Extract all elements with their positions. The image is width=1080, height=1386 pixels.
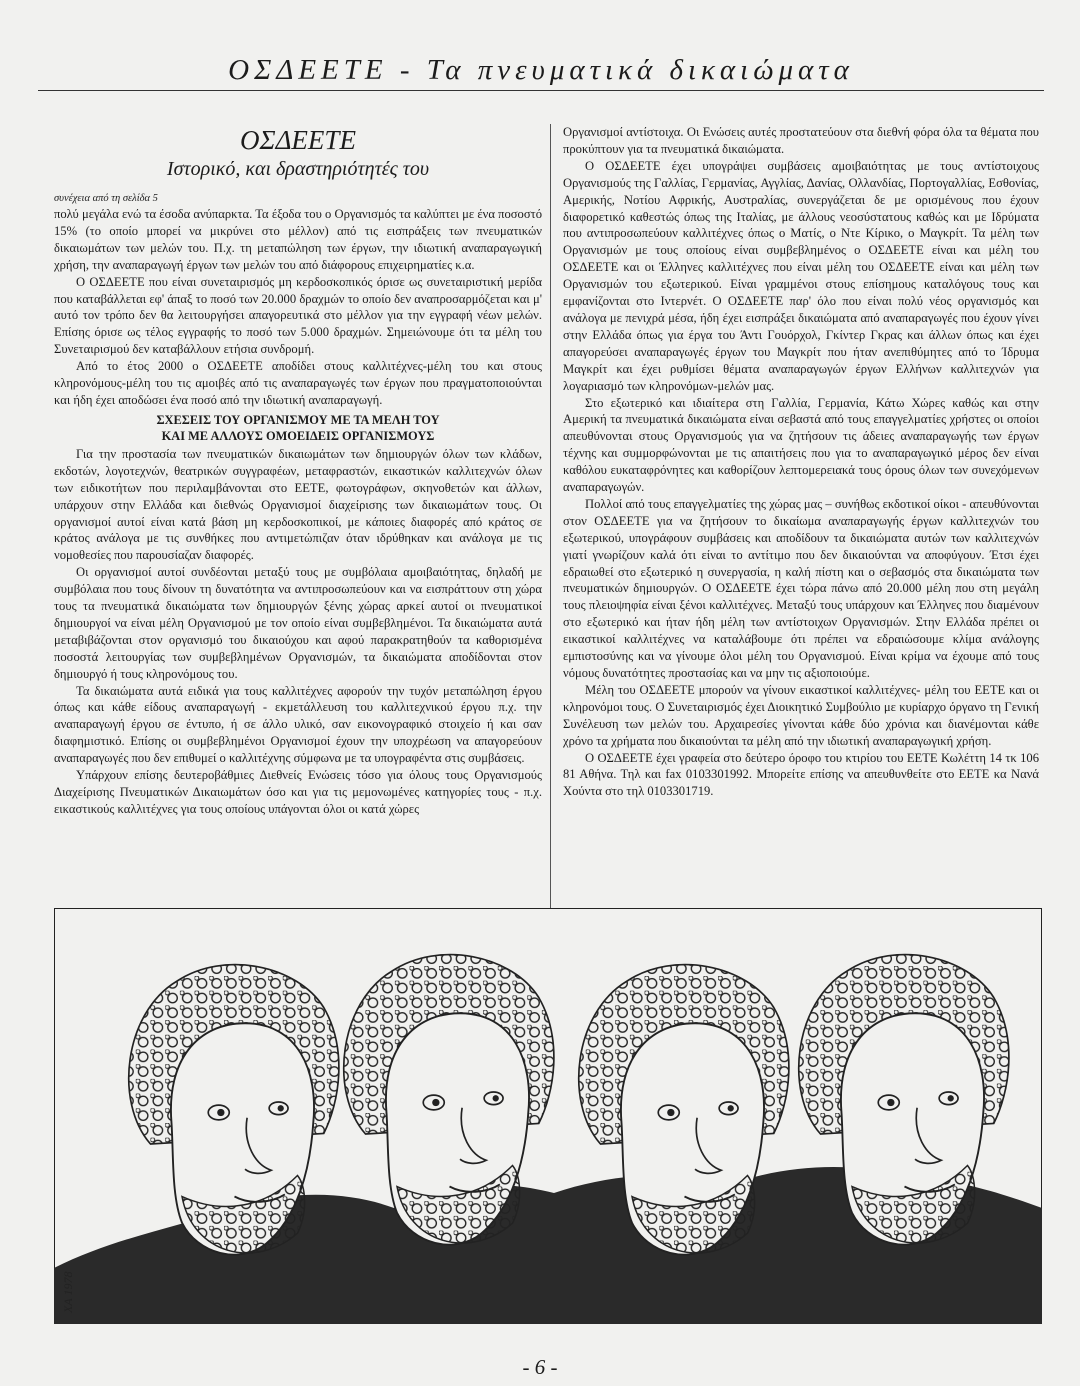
- paragraph: Οι οργανισμοί αυτοί συνδέονται μεταξύ τους με συμβόλαια αμοιβαιότητας, δηλαδή με συμβόλαια που τους δίνουν τη δυνατότητα να αντιπροσωπεύουν και να εισπράττουν στη χώρα τους τα πνευματικά δικαιώματα των δημιουργών ξένης χώρας αρκεί αυτοί οι πνευματικοί δημιουργοί να είναι μέλη Οργανισμού με τον οποίο είναι συμβεβλημένοι. Τα δικαιώματα αυτά μεταβιβάζονται στον οργανισμό του δικαιούχου και αφού παρακρατηθούν τα καθορισμένα ποσοστά λειτουργίας των συμβεβλημένων Οργανισμών, τα δικαιώματα αποδίδονται στον δημιουργό ή τους κληρονόμους του.: [54, 565, 542, 681]
- paragraph: Από το έτος 2000 ο ΟΣΔΕΕΤΕ αποδίδει στους καλλιτέχνες-μέλη του και στους κληρονόμους-μέλη του τις αμοιβές από τις αναπαραγωγές των έργων που πραγματοποιούνται και ήδη έχει αποδώσει ένα ποσό από την ιδιωτική αναπαραγωγή.: [54, 359, 542, 407]
- page-masthead: ΟΣΔΕΕΤΕ - Τα πνευματικά δικαιώματα: [228, 54, 854, 86]
- left-column: [54, 124, 542, 818]
- paragraph: Ο ΟΣΔΕΕΤΕ έχει γραφεία στο δεύτερο όροφο του κτιρίου του ΕΕΤΕ Κωλέττη 14 τκ 106 81 Αθήνα. Τηλ και fax 0103301992. Μπορείτε επίσης να απευθυνθείτε στο ΕΕΤΕ κα Νανά Χούντα στο τηλ 0103301719.: [563, 750, 1039, 799]
- section-heading-line: ΣΧΕΣΕΙΣ ΤΟΥ ΟΡΓΑΝΙΣΜΟΥ ΜΕ ΤΑ ΜΕΛΗ ΤΟΥ: [156, 412, 440, 427]
- paragraph: Ο ΟΣΔΕΕΤΕ που είναι συνεταιρισμός μη κερδοσκοπικός όρισε ως συνεταιριστική μερίδα που καταβάλλεται εφ' άπαξ το ποσό των 20.000 δραχμών το οποίο δεν αναπροσαρμόζεται και μ' αυτό τον τρόπο δεν θα λειτουργήσει απαγορευτικά στο μέλλον για την εγγραφή νέων μελών. Επίσης όρισε ως τέλος εγγραφής το ποσό των 5.000 δραχμών. Σημειώνουμε ότι τα μέλη του Συνεταιρισμού δεν καταβάλλουν ετήσια συνδρομή.: [54, 274, 542, 357]
- article-subtitle: Ιστορικό, και δραστηριότητές του: [166, 158, 430, 180]
- paragraph: Οργανισμοί αντίστοιχα. Οι Ενώσεις αυτές προστατεύουν στα διεθνή φόρα όλα τα θέματα που προκύπτουν για τα πνευματικά δικαιώματα.: [563, 125, 1039, 156]
- article-title: ΟΣΔΕΕΤΕ: [240, 125, 356, 155]
- section-heading: [54, 412, 542, 445]
- paragraph: Τα δικαιώματα αυτά ειδικά για τους καλλιτέχνες αφορούν την τυχόν μεταπώληση έργου όπως και κάθε είδους αναπαραγωγή - εκμετάλλευση του καλλιτεχνικού έργου π.χ. την αναπαραγωγή έργου σε έντυπο, ή σε άλλο υλικό, σαν εικονογραφικό στοιχείο ή και σαν διαφημιστικό. Επίσης οι συμβεβλημένοι Οργανισμοί έχουν την υποχρέωση να απαγορεύουν αναπαραγωγές που δεν επιθυμεί ο καλλιτέχνης σύμφωνα με τα υπογραφέντα στις συμβάσεις.: [54, 683, 542, 766]
- paragraph: Ο ΟΣΔΕΕΤΕ έχει υπογράψει συμβάσεις αμοιβαιότητας με τους αντίστοιχους Οργανισμούς της Γαλλίας, Γερμανίας, Αγγλίας, Δανίας, Ολλανδίας, Πορτογαλλίας, Εσθονίας, Αμερικής, Νοτίου Αφρικής, Αυστραλίας, συνεργάζεται δε με ορισμένους που έχουν διαφορετικό καθεστώς όπως της Ιταλίας, με άλλους νεοσύστατους καθώς και με Ιδρύματα που αντιπροσωπεύουν καλλιτέχνες όπως ο Ματίς, ο Ντε Κίρικο, ο Μαγκρίτ. Τα μέλη των Οργανισμών με τους οποίους είναι συμβεβλημένος ο ΟΣΔΕΕΤΕ είναι και μέλη του ΟΣΔΕΕΤΕ και οι Έλληνες καλλιτέχνες που είναι μέλη του ΟΣΔΕΕΤΕ είναι και μέλη των Οργανισμών του εξωτερικού. Είναι γραμμένοι στους επίσημους καταλόγους τους και εμφανίζονται στο Ιντερνέτ. Ο ΟΣΔΕΕΤΕ παρ' όλο που είναι πολύ νέος οργανισμός και ανάλογα με πενιχρά μέσα, ήδη έχει εισπράξει δικαιώματα από αναπαραγωγές που έχουν γίνει στην Ελλάδα όπως για έργα του Άντι Γουόρχολ, Γκίντερ Γκρας και άλλων όπως και έχει απαγορεύσει αναπαραγωγές έργων του Μαγκρίτ που ήταν ανεπιθύμητες από το Ίδρυμα Μαγκρίτ και έχει ρυθμίσει θέματα αναπαραγωγών έργων Ελλήνων καλλιτεχνών για λογαριασμό των κληρονόμων-μελών μας.: [563, 158, 1039, 393]
- continued-note: συνέχεια από τη σελίδα 5: [54, 193, 158, 204]
- caricature-illustration: [54, 908, 1042, 1324]
- right-column: [563, 124, 1039, 800]
- masthead-rule: [38, 90, 1044, 91]
- section-heading-line: ΚΑΙ ΜΕ ΑΛΛΟΥΣ ΟΜΟΕΙΔΕΙΣ ΟΡΓΑΝΙΣΜΟΥΣ: [161, 429, 435, 444]
- paragraph: Πολλοί από τους επαγγελματίες της χώρας μας – συνήθως εκδοτικοί οίκοι - απευθύνονται στον ΟΣΔΕΕΤΕ για να ζητήσουν το δικαίωμα αναπαραγωγής έργων καλλιτεχνών του εξωτερικού, υπογράφουν συμβάσεις και αποδίδουν τα δικαιώματα αυτών των καλλιτεχνών γιατί γνωρίζουν καλά ότι είναι το αντίτιμο που δεν δικαιούνται να αποφύγουν. Έτσι έχει εδραιωθεί στο εξωτερικό η συνεργασία, η καλή πίστη και ο σεβασμός στα δικαιώματα των πνευματικών δημιουργών. Ο ΟΣΔΕΕΤΕ έχει τώρα πάνω από 20.000 μέλη που στη μεγάλη τους πλειοψηφία είναι ξένοι καλλιτέχνες. Μεταξύ τους υπάρχουν και Έλληνες που διαμένουν στο εξωτερικό και ήταν ήδη μέλη των αντίστοιχων Οργανισμών. Στην Ελλάδα πρέπει οι εικαστικοί καλλιτέχνες να καταλάβουμε ότι πρέπει να εδραιώσουμε κλίμα ανάλογης εμπιστοσύνης και να γίνουμε όλοι μέλη του Οργανισμού. Είναι κρίμα να έχουμε από τους νόμους δυνατότητες προστασίας και να μην τις αξιοποιούμε.: [563, 496, 1039, 680]
- page-number: - 6 -: [522, 1355, 558, 1379]
- paragraph: Στο εξωτερικό και ιδιαίτερα στη Γαλλία, Γερμανία, Κάτω Χώρες καθώς και στην Αμερική τα πνευματικά δικαιώματα είναι σεβαστά από τους επαγγελματίες χρήστες οι οποίοι απευθύνονται στους Οργανισμούς για να ζητήσουν τις άδειες αναπαραγωγής των έργων τέχνης και συμμορφώνονται με τις απαιτήσεις που για το αναπαραγωγικό μέρος δεν είναι καθόλου ευκαταφρόνητες και καθορίζουν λεπτομερειακά τους όρους όλων των συνεχόμενων αναπαραγωγών.: [563, 395, 1039, 495]
- paragraph: Μέλη του ΟΣΔΕΕΤΕ μπορούν να γίνουν εικαστικοί καλλιτέχνες- μέλη του ΕΕΤΕ και οι κληρονόμοι τους. Ο Συνεταιρισμός έχει Διοικητικό Συμβούλιο με κυρίαρχο όργανο τη Γενική Συνέλευση των μελών του. Αρχαιρεσίες γίνονται κάθε δύο χρόνια και διανέμονται κάθε χρόνο τα χρήματα που δικαιούνται τα μέλη από την ιδιωτική αναπαραγωγική χρήση.: [563, 682, 1039, 748]
- paragraph: Για την προστασία των πνευματικών δικαιωμάτων των δημιουργών όλων των κλάδων, εκδοτών, λογοτεχνών, θεατρικών συγγραφέων, μεταφραστών, εικαστικών καλλιτεχνών όλων των ειδικοτήτων που περιλαμβάνονται στο ΕΕΤΕ, φωτογράφων, σκηνοθετών και άλλων, υπάρχουν στην Ελλάδα και διεθνώς Οργανισμοί διαχείρισης των δικαιωμάτων τους. Οι οργανισμοί αυτοί είναι κατά βάση μη κερδοσκοπικοί, με κάποιες διαφορές από κράτος σε κράτος ανάλογα με τις συνθήκες που αντιμετώπιζαν όταν ιδρύθηκαν και ανάλογα με τις νομοθεσίες που παρουσίαζαν διαφορές.: [54, 446, 542, 563]
- paragraph: πολύ μεγάλα ενώ τα έσοδα ανύπαρκτα. Τα έξοδα του ο Οργανισμός τα καλύπτει με ένα ποσοστό 15% (το οποίο μπορεί να μικρύνει στο μέλλον) από τις εισπράξεις των πνευματικών δικαιωμάτων των μελών του. Π.χ. τη μεταπώληση των έργων, την ιδιωτική αναπαραγωγική χρήση, την αναπαραγωγή έργων των μελών του από διάφορους επιχειρηματίες κ.α.: [54, 207, 542, 272]
- paragraph: Υπάρχουν επίσης δευτεροβάθμιες Διεθνείς Ενώσεις τόσο για όλους τους Οργανισμούς Διαχείρισης Πνευματικών Δικαιωμάτων όσο και για τις μεμονωμένες κατηγορίες τους - π.χ. εικαστικούς καλλιτέχνες για τους οποίους υπάγονται όλοι οι κατά χώρες: [54, 768, 542, 816]
- illustration-signature: ΧΑ 1978: [61, 1271, 75, 1313]
- column-divider: [550, 124, 551, 909]
